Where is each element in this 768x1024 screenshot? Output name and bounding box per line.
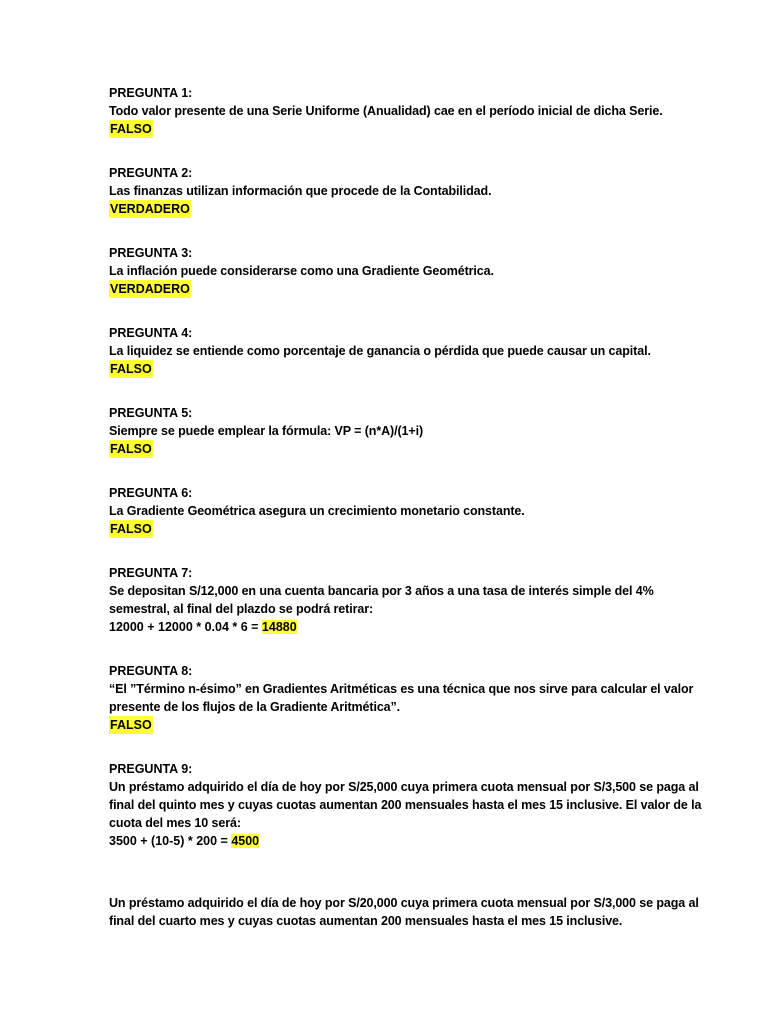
question-title: PREGUNTA 3: [109,246,193,260]
question-text: Todo valor presente de una Serie Uniforme (Anualidad) cae en el período inicial de dicha Serie. [109,104,663,118]
question-text: Las finanzas utilizan información que procede de la Contabilidad. [109,184,492,198]
calculation-result-highlight: 4500 [231,834,260,848]
calculation-formula: 12000 + 12000 * 0.04 * 6 = [109,620,262,634]
answer-highlight: VERDADERO [110,202,190,216]
question-5 [109,404,709,458]
question-text: Un préstamo adquirido el día de hoy por S/20,000 cuya primera cuota mensual por S/3,000 se paga al final del cuarto mes y cuyas cuotas aumentan 200 mensuales hasta el mes 15 inclusive. [109,896,699,928]
answer-highlight: FALSO [110,522,152,536]
question-title: PREGUNTA 6: [109,486,193,500]
answer-highlight: FALSO [110,122,152,136]
question-text: La liquidez se entiende como porcentaje de ganancia o pérdida que puede causar un capital. [109,344,651,358]
question-text: Se depositan S/12,000 en una cuenta bancaria por 3 años a una tasa de interés simple del 4% semestral, al final del plazdo se podrá retirar: [109,584,654,616]
question-text: “El ”Término n-ésimo” en Gradientes Aritméticas es una técnica que nos sirve para calcular el valor presente de los flujos de la Gradiente Aritmética”. [109,682,694,714]
calculation-result-highlight: 14880 [261,620,297,634]
document-page [109,84,709,930]
calculation-formula: 3500 + (10-5) * 200 = [109,834,232,848]
question-text: Un préstamo adquirido el día de hoy por S/25,000 cuya primera cuota mensual por S/3,500 se paga al final del quinto mes y cuyas cuotas aumentan 200 mensuales hasta el mes 15 inclusive. El valor de la cuota del mes 10 será: [109,780,702,830]
answer-highlight: VERDADERO [110,282,190,296]
extra-question [109,894,709,930]
answer-highlight: FALSO [110,718,152,732]
answer-highlight: FALSO [110,362,152,376]
question-4 [109,324,709,378]
question-9 [109,760,709,850]
question-text: Siempre se puede emplear la fórmula: VP = (n*A)/(1+i) [109,424,424,438]
question-3 [109,244,709,298]
question-title: PREGUNTA 4: [109,326,193,340]
question-text: La inflación puede considerarse como una Gradiente Geométrica. [109,264,494,278]
question-text: La Gradiente Geométrica asegura un crecimiento monetario constante. [109,504,525,518]
question-title: PREGUNTA 9: [109,762,193,776]
question-7 [109,564,709,636]
question-8 [109,662,709,734]
answer-highlight: FALSO [110,442,152,456]
question-2 [109,164,709,218]
question-title: PREGUNTA 2: [109,166,193,180]
question-title: PREGUNTA 8: [109,664,193,678]
question-6 [109,484,709,538]
question-title: PREGUNTA 7: [109,566,193,580]
question-title: PREGUNTA 5: [109,406,193,420]
calculation-line [109,618,709,636]
question-1 [109,84,709,138]
question-title: PREGUNTA 1: [109,86,193,100]
calculation-line [109,832,709,850]
